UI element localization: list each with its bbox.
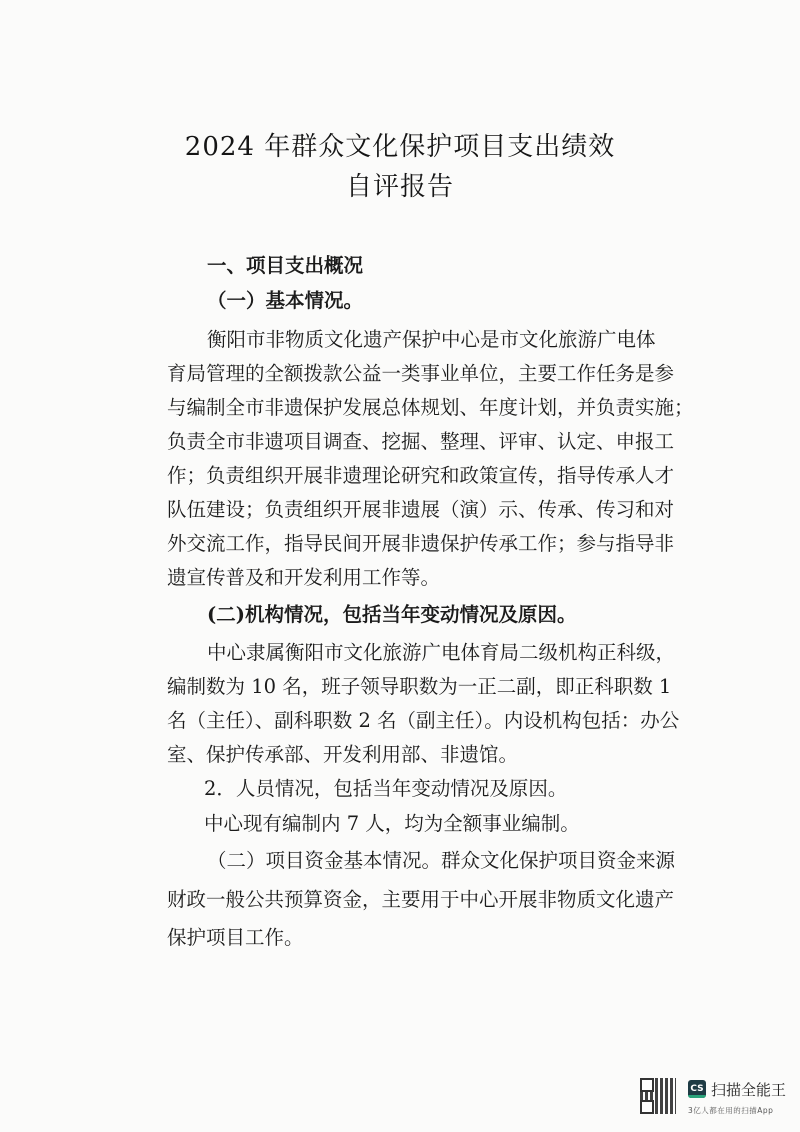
paragraph-line: 育局管理的全额拨款公益一类事业单位，主要工作任务是参 [167, 362, 675, 385]
watermark-app-name: 扫描全能王 [711, 1081, 787, 1099]
paragraph-line: 与编制全市非遗保护发展总体规划、年度计划，并负责实施； [167, 396, 694, 419]
paragraph-line: 财政一般公共预算资金，主要用于中心开展非物质文化遗产 [167, 888, 675, 911]
paragraph-line: 外交流工作，指导民间开展非遗保护传承工作；参与指导非 [167, 532, 675, 555]
document-title-line-2: 自评报告 [345, 172, 454, 202]
paragraph-line: 中心现有编制内 7 人，均为全额事业编制。 [204, 812, 580, 835]
paragraph-line: （二）项目资金基本情况。群众文化保护项目资金来源 [207, 849, 676, 872]
paragraph-line: 中心隶属衡阳市文化旅游广电体育局二级机构正科级， [207, 641, 676, 664]
paragraph-line: 作；负责组织开展非遗理论研究和政策宣传，指导传承人才 [167, 464, 675, 487]
paragraph-line: 负责全市非遗项目调查、挖掘、整理、评审、认定、申报工 [167, 430, 675, 453]
paragraph-line: 编制数为 10 名，班子领导职数为一正二副，即正科职数 1 [167, 675, 672, 698]
camscanner-logo-icon: CS [688, 1080, 706, 1098]
document-title-line-1: 2024 年群众文化保护项目支出绩效 [184, 132, 616, 162]
paragraph-line: 衡阳市非物质文化遗产保护中心是市文化旅游广电体 [207, 328, 656, 351]
watermark-tagline: 3亿人都在用的扫描App [688, 1106, 774, 1115]
section-heading: 一、项目支出概况 [207, 254, 364, 277]
paragraph-line: 队伍建设；负责组织开展非遗展（演）示、传承、传习和对 [167, 498, 675, 521]
section-heading: （一）基本情况。 [207, 289, 364, 312]
qr-code-icon [640, 1078, 676, 1114]
paragraph-line: 名（主任）、副科职数 2 名（副主任）。内设机构包括：办公 [167, 709, 680, 732]
paragraph-line: 室、保护传承部、开发利用部、非遗馆。 [167, 743, 519, 766]
paragraph-line: 2．人员情况，包括当年变动情况及原因。 [204, 777, 568, 800]
paragraph-line: 遗宣传普及和开发利用工作等。 [167, 566, 441, 589]
paragraph-line: 保护项目工作。 [167, 926, 304, 949]
section-heading: (二)机构情况，包括当年变动情况及原因。 [207, 603, 577, 626]
